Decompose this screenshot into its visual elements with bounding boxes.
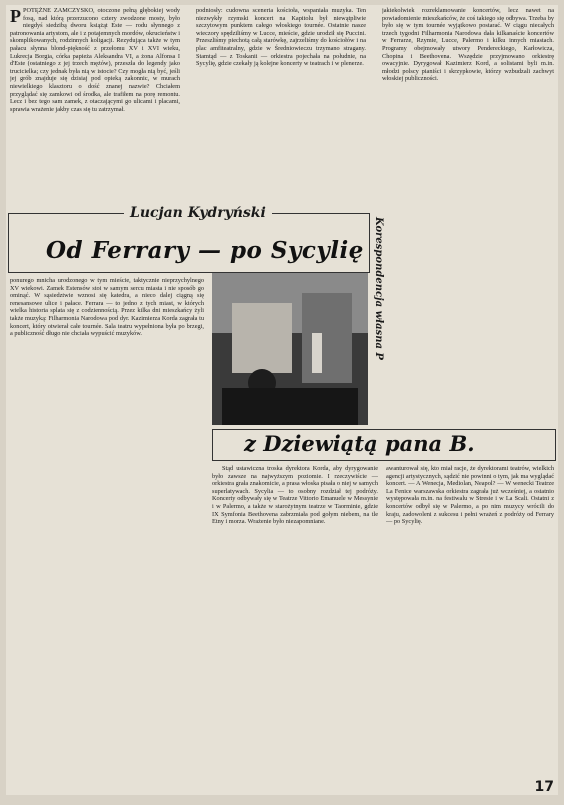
magazine-page xyxy=(6,5,558,795)
column-1-bottom xyxy=(10,277,204,787)
article-subtitle: z Dziewiątą pana B. xyxy=(244,431,475,456)
article-text: POTĘŻNE ZAMCZYSKO, otoczone pełną głębokiej wody fosą, nad którą przerzucono cztery zwodzone mosty, było niegdyś siedzibą dworu książąt Este — rodu słynnego z patronowania artystom, ale i z potajemnych mordów, okrucieństw i skomplikowanych, rodzinnych koligacji. Rezydująca także w tym pałacu słynna blond-piękność z przełomu XV i XVI wieku, Lukrecja Borgia, córka papieża Aleksandra VI, a żona Alfonsa I d'Este (ostatniego z jej trzech mężów), przeszła do legendy jako trucicielka; czy jednak była nią w istocie? Czy mogła nią być, jeśli jej grób znajduje się dzisiaj pod opieką zakonnic, w murach niewielkiego klasztoru o dość znanej nazwie? Chciałem przyglądać się zamkowi od środka, ale trafiłem na porę remontu. Lecz i bez tego sam zamek, z otaczającymi go ulicami i placami, sprawia wrażenie jakby czas się tu zatrzymał. xyxy=(10,7,180,113)
article-text: awanturował się, kto miał racje, że dyrektorami teatrów, wielkich agencji artystycznych, sądzić nie powinni o tym, jak ma wyglądać koncert. — A Wenecja, Mediolan, Neapol? — W wenecki Teatrze La Fenice warszawska orkiestra zagrała już wcześniej, a ostatnio występowała m.in. na festiwalu w Stresie i w La Scali. Ostatni z koncertów odbył się w Palermo, a po nim muzycy wrócili do kraju, zadowoleni z sukcesu i pełni wrażeń z podróży od Ferrary — po Sycylię. xyxy=(386,465,554,526)
column-3-bottom xyxy=(386,465,554,787)
article-text: Stąd ustawiczna troska dyrektora Korda, aby dyrygowanie było zawsze na najwyższym poziomie. I rzeczywiście — orkiestra grała znakomicie, a prasa włoska pisała o niej w samych superlatywach. Sycylia — to osobny rozdział tej podróży. Koncerty odbywały się w Teatrze Vittorio Emanuele w Messynie i w Palermo, a także w starożytnym teatrze w Taorminie, gdzie IX Symfonia Beethovena zabrzmiała pod gołym niebem, na tle Etny i morza. Wrażenie było niezapomniane. xyxy=(212,465,378,526)
column-2-top xyxy=(196,7,366,205)
column-2-bottom xyxy=(212,465,378,787)
column-3-top xyxy=(382,7,554,337)
orchestra-photo xyxy=(212,273,368,425)
article-text: podniosły: cudowna sceneria kościoła, wspaniała muzyka. Ten niezwykły rzymski koncert na Kapitolu był niewątpliwie szczytowym punktem całego włoskiego tournée. Ostatnie nasze wieczory spędziliśmy w Lucce, mieście, gdzie urodził się Puccini. Przeszliśmy piechotą całą starówkę, zajrzeliśmy do kościołów i na plac amfiteatralny, gdzie w Średniowieczu trzymano stragany. Stamtąd — z Toskanii — orkiestra pojechała na południe, na Sycylię, gdzie czekały ją kolejne koncerty w teatrach i w plenerze. xyxy=(196,7,366,68)
photo-image xyxy=(212,273,368,425)
drop-cap: P xyxy=(10,7,21,26)
article-title: Od Ferrary — po Sycylię xyxy=(46,237,364,264)
author-name: Lucjan Kydryński xyxy=(124,205,272,221)
page-number: 17 xyxy=(534,779,554,795)
side-label: Korespondencja własna P xyxy=(373,217,384,360)
article-text: ponurego mnicha urodzonego w tym mieście, taktycznie nieprzychylnego XV wiekowi. Zamek Estensów stoi w samym sercu miasta i nie sposób go ominąć. W sąsiedztwie wznosi się katedra, a nieco dalej ciągną się renesansowe ulice i pałace. Ferrara — to jedno z tych miast, w których wielka historia splata się z codziennością. Przez kilka dni mieszkańcy żyli także muzyką: Filharmonia Narodowa pod dyr. Kazimierza Korda zagrała tu koncert, który otwierał całe tournée. Sala teatru wypełniona była po brzegi, a publiczność długo nie chciała wypuścić muzyków. xyxy=(10,277,204,338)
article-text: jakiekolwiek rozreklamowanie koncertów, lecz nawet na powiadomienie mieszkańców, że coś takiego się odbywa. Trzeba by było się w tym tournée wyjątkowo postarać. W ciągu niecałych trzech tygodni Filharmonia Narodowa dała kilkanaście koncertów w Ferrarze, Rzymie, Lucce, Palermo i kilku innych miastach. Programy obejmowały utwory Pendereckiego, Karłowicza, Chopina i Beethovena. Wszędzie przyjmowano orkiestrę owacyjnie. Dyrygował Kazimierz Kord, a solistami byli m.in. młodzi polscy pianiści i skrzypkowie, którzy wzbudzali zachwyt włoskiej publiczności. xyxy=(382,7,554,83)
